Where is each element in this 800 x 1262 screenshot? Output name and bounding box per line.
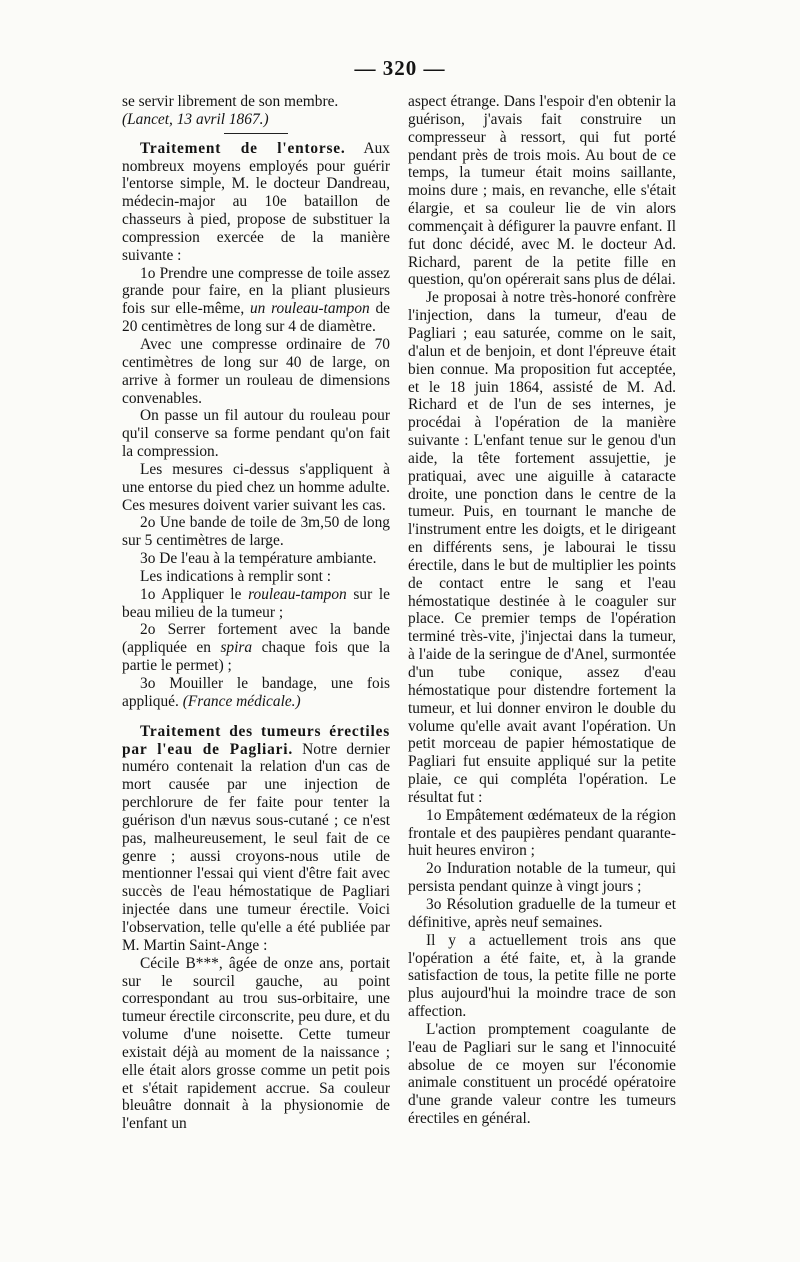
- paragraph-text: Notre dernier numéro contenait la relation d'un cas de mort causée par une injection de perchlorure de fer faite pour tenter la guérison d'un nævus sous-cutané ; ce n'est pas, malheureusement, le seul fait de ce genre ; aussi croyons-nous utile de mentionner l'essai qui vient d'être fait avec succès de l'eau hémostatique de Pagliari injectée dans une tumeur érectile. Voici l'observation, telle qu'elle a été publiée par M. Martin Saint-Ange :: [122, 740, 390, 954]
- paragraph-text: se servir librement de son membre.: [122, 93, 339, 110]
- list-item: [122, 621, 390, 675]
- paragraph: Il y a actuellement trois ans que l'opération a été faite, et, à la grande satisfaction de tous, la petite fille ne porte plus aujourd'hui la moindre trace de son affection.: [408, 931, 676, 1021]
- text: sur le beau milieu de la tumeur ;: [122, 585, 391, 621]
- paragraph: Avec une compresse ordinaire de 70 centimètres de long sur 40 de large, on arrive à former un rouleau de dimensions convenables.: [122, 335, 390, 407]
- citation: (Lancet, 13 avril 1867.): [122, 110, 269, 128]
- paragraph: On passe un fil autour du rouleau pour qu'il conserve sa forme pendant qu'on fait la compression.: [122, 407, 390, 461]
- list-item: 2o Une bande de toile de 3m,50 de long sur 5 centimètres de large.: [122, 514, 390, 550]
- list-item: 2o Induration notable de la tumeur, qui persista pendant quinze à vingt jours ;: [408, 860, 676, 896]
- list-item: [122, 675, 390, 711]
- list-item: 3o Résolution graduelle de la tumeur et définitive, après neuf semaines.: [408, 895, 676, 931]
- list-item: [122, 265, 390, 336]
- paragraph: Les mesures ci-dessus s'appliquent à une entorse du pied chez un homme adulte. Ces mesures doivent varier suivant les cas.: [122, 460, 390, 514]
- text: 1o Prendre une compresse de toile assez grande pour faire, en la pliant plusieurs fois sur elle-même,: [122, 264, 390, 318]
- text: chaque fois que la partie le permet) ;: [122, 639, 390, 675]
- paragraph: L'action promptement coagulante de l'eau de Pagliari sur le sang et l'innocuité absolue de ce moyen sur l'économie animale constituent un procédé opératoire d'une grande valeur contre les tumeurs érectiles en général.: [408, 1020, 676, 1128]
- emphasis: un rouleau-tampon: [249, 300, 370, 318]
- separator-rule: [224, 133, 288, 134]
- paragraph: [122, 93, 390, 129]
- list-item: 3o De l'eau à la température ambiante.: [140, 550, 377, 568]
- paragraph: Les indications à remplir sont :: [140, 567, 332, 585]
- citation: (France médicale.): [182, 692, 301, 710]
- paragraph: Cécile B***, âgée de onze ans, portait sur le sourcil gauche, au point correspondant au trou sus-orbitaire, une tumeur érectile circonscrite, peu dure, et du volume d'une noisette. Cette tumeur existait déjà au moment de la naissance ; elle était alors grosse comme un petit pois et s'était rapidement accrue. Sa couleur bleuâtre donnait à la physionomie de l'enfant un: [122, 954, 390, 1133]
- spacer: [122, 711, 390, 723]
- left-column: [122, 93, 390, 1133]
- text: 2o Serrer fortement avec la bande (appliquée en: [122, 621, 390, 657]
- page-number: — 320 —: [354, 56, 446, 80]
- list-item: [122, 586, 390, 622]
- paragraph: aspect étrange. Dans l'espoir d'en obtenir la guérison, j'avais fait construire un compresseur à ressort, qui fut porté pendant près de trois mois. Au bout de ce temps, la tumeur était moins saillante, moins dure ; mais, en revanche, elle s'était élargie, et sa couleur lie de vin alors commençait à défigurer la pauvre enfant. Il fut donc décidé, avec M. le docteur Ad. Richard, parent de la petite fille en question, qu'on opérerait sans plus de délai.: [408, 93, 676, 289]
- section-title-entorse: Traitement de l'entorse.: [140, 139, 346, 157]
- emphasis: rouleau-tampon: [248, 585, 347, 603]
- paragraph: Je proposai à notre très-honoré confrère l'injection, dans la tumeur, d'eau de Pagliari ; eau saturée, comme on le sait, d'alun et de benjoin, et dont l'épreuve était bien connue. Ma proposition fut acceptée, et le 18 juin 1864, assisté de M. Ad. Richard et de l'un de ses internes, je procédai à l'opération de la manière suivante : L'enfant tenue sur le genou d'un aide, la tête fortement assujettie, je pratiquai, avec une aiguille à cataracte droite, une ponction dans le centre de la tumeur. Puis, en tournant le manche de l'instrument entre les doigts, et le dirigeant en différents sens, je labourai le tissu érectile, dans le but de multiplier les points de contact entre le sang et l'eau hémostatique destinée à le coaguler sur place. Ce premier temps de l'opération terminé très-vite, j'injectai dans la tumeur, à l'aide de la seringue de d'Anel, surmontée d'un tube conique, assez d'eau hémostatique pour distendre fortement la tumeur, et lui donner environ le double du volume qu'elle avait avant l'opération. Un petit morceau de papier hémostatique de Pagliari fut ensuite appliqué sur la petite plaie, ce qui compléta l'opération. Le résultat fut :: [408, 289, 676, 806]
- right-column: [408, 93, 676, 1128]
- paragraph-text: Aux nombreux moyens employés pour guérir l'entorse simple, M. le docteur Dandreau, médecin-major au 10e bataillon de chasseurs à pied, propose de substituer la compression exercée de la manière suivante :: [122, 139, 390, 264]
- text: 1o Appliquer le: [140, 585, 242, 603]
- emphasis: spira: [220, 639, 253, 657]
- text: 3o Mouiller le bandage, une fois appliqué.: [122, 675, 390, 710]
- section-intro: [122, 723, 390, 955]
- list-item: 1o Empâtement œdémateux de la région frontale et des paupières pendant quarante-huit heures environ ;: [408, 806, 676, 860]
- section-title-tumeurs: Traitement des tumeurs érectiles par l'eau de Pagliari.: [122, 722, 390, 758]
- section-intro: [122, 140, 390, 265]
- text: de 20 centimètres de long sur 4 de diamètre.: [122, 300, 391, 336]
